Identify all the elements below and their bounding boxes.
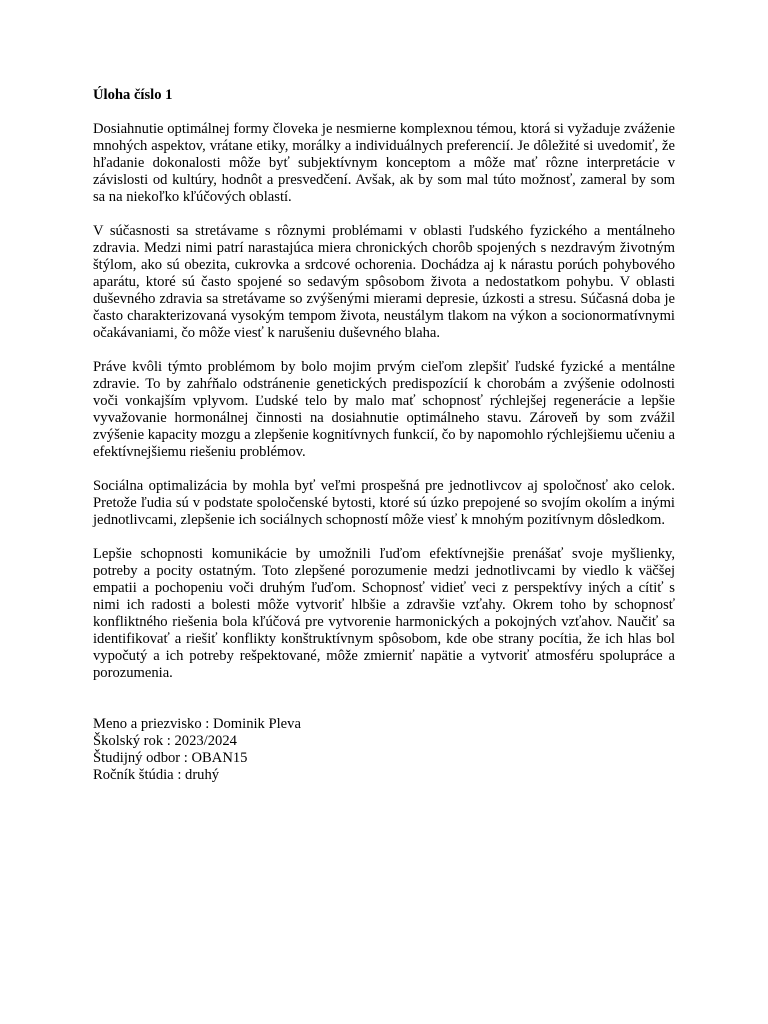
document-page [93,87,675,784]
paragraph-health-problems: V súčasnosti sa stretávame s rôznymi problémami v oblasti ľudského fyzického a mentálneho zdravia. Medzi nimi patrí narastajúca miera chronických chorôb spojených s nezdravým životným štýlom, ako sú obezita, cukrovka a srdcové ochorenia. Dochádza aj k nárastu porúch pohybového aparátu, ktoré sú často spojené so sedavým spôsobom života a nedostatkom pohybu. V oblasti duševného zdravia sa stretávame so zvýšenými mierami depresie, úzkosti a stresu. Súčasná doba je často charakterizovaná vysokým tempom života, neustálym tlakom na výkon a socionormatívnymi očakávaniami, čo môže viesť k narušeniu duševného blaha. [93,223,675,341]
signature-study-field: Študijný odbor : OBAN15 [93,750,248,766]
signature-study-grade: Ročník štúdia : druhý [93,767,220,783]
signature-block [93,716,675,784]
paragraph-intro: Dosiahnutie optimálnej formy človeka je nesmierne komplexnou témou, ktorá si vyžaduje zváženie mnohých aspektov, vrátane etiky, morálky a individuálnych preferencií. Je dôležité si uvedomiť, že hľadanie dokonalosti môže byť subjektívnym konceptom a môže mať rôzne interpretácie v závislosti od kultúry, hodnôt a presvedčení. Avšak, ak by som mal túto možnosť, zameral by som sa na niekoľko kľúčových oblastí. [93,121,675,205]
paragraph-communication: Lepšie schopnosti komunikácie by umožnili ľuďom efektívnejšie prenášať svoje myšlienky, potreby a pocity ostatným. Toto zlepšené porozumenie medzi jednotlivcami by viedlo k väčšej empatii a pochopeniu voči druhým ľuďom. Schopnosť vidieť veci z perspektívy iných a cítiť s nimi ich radosti a bolesti môže vytvoriť hlbšie a zdravšie vzťahy. Okrem toho by schopnosť konfliktného riešenia bola kľúčová pre vytvorenie harmonických a pokojných vzťahov. Naučiť sa identifikovať a riešiť konflikty konštruktívnym spôsobom, kde obe strany pocítia, že ich hlas bol vypočutý a ich potreby rešpektované, môže zmierniť napätie a vytvoriť atmosféru spolupráce a porozumenia. [93,546,675,681]
signature-school-year: Školský rok : 2023/2024 [93,733,237,749]
signature-name: Meno a priezvisko : Dominik Pleva [93,716,301,732]
document-heading: Úloha číslo 1 [93,87,173,103]
paragraph-health-goal: Práve kvôli týmto problémom by bolo mojim prvým cieľom zlepšiť ľudské fyzické a mentálne zdravie. To by zahŕňalo odstránenie genetických predispozícií k chorobám a zvýšenie odolnosti voči vonkajším vplyvom. Ľudské telo by malo mať schopnosť rýchlejšej regenerácie a lepšie vyvažovanie hormonálnej činnosti na dosiahnutie optimálneho stavu. Zároveň by som zvážil zvýšenie kapacity mozgu a zlepšenie kognitívnych funkcií, čo by napomohlo rýchlejšiemu učeniu a efektívnejšiemu riešeniu problémov. [93,359,675,460]
paragraph-social-optimization: Sociálna optimalizácia by mohla byť veľmi prospešná pre jednotlivcov aj spoločnosť ako celok. Pretože ľudia sú v podstate spoločenské bytosti, ktoré sú úzko prepojené so svojím okolím a inými jednotlivcami, zlepšenie ich sociálnych schopností môže viesť k mnohým pozitívnym dôsledkom. [93,478,675,528]
